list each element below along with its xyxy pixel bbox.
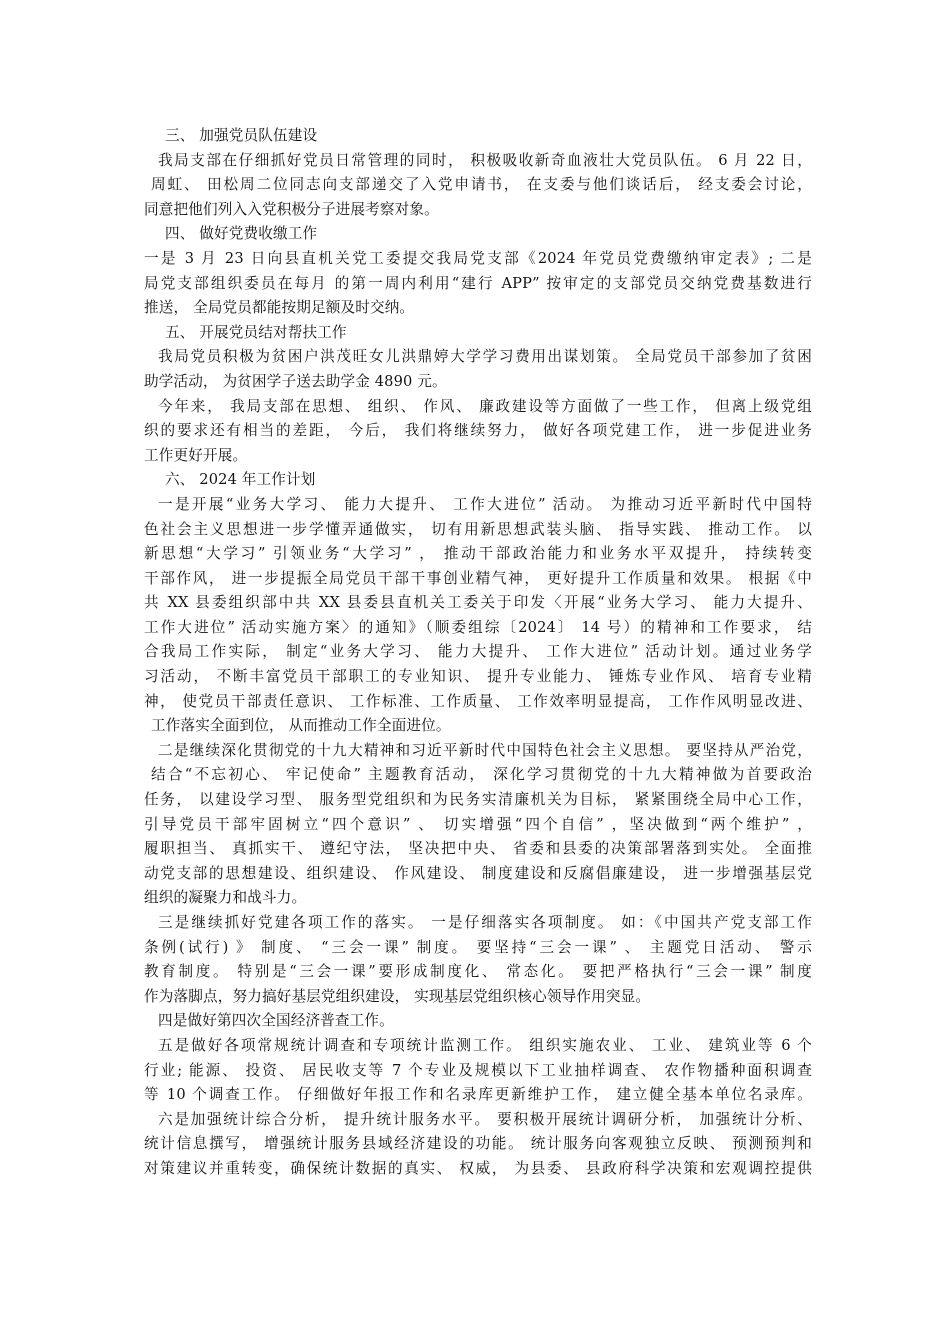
- paragraph-line: 统计信息撰写， 增强统计服务县域经济建设的功能。 统计服务向客观独立反映、 预测预判和: [144, 1135, 812, 1153]
- section-heading: 六、 2024 年工作计划: [165, 471, 316, 489]
- paragraph-line: 干部作风， 进一步提振全局党员干部干事创业精气神， 更好提升工作质量和效果。 根据《中: [144, 569, 812, 587]
- paragraph-line: 同意把他们列入入党积极分子进展考察对象。: [144, 200, 439, 218]
- paragraph-line: 任务， 以建设学习型、 服务型党组织和为民务实清廉机关为目标， 紧紧围绕全局中心工作，: [144, 791, 812, 809]
- paragraph-line: 织的要求还有相当的差距， 今后， 我们将继续努力， 做好各项党建工作， 进一步促进业务: [144, 422, 812, 440]
- paragraph-line: 周虹、 田松周二位同志向支部递交了入党申请书， 在支委与他们谈话后， 经支委会讨论，: [151, 176, 812, 194]
- paragraph-line: 推送， 全局党员都能按期足额及时交纳。: [144, 299, 415, 317]
- paragraph-line: 一是 3 月 23 日向县直机关党工委提交我局党支部《2024 年党员党费缴纳审定表》; 二是: [144, 249, 812, 267]
- section-heading: 四、 做好党费收缴工作: [165, 225, 318, 243]
- paragraph-line: 作为落脚点，努力搞好基层党组织建设， 实现基层党组织核心领导作用突显。: [144, 987, 651, 1005]
- paragraph-line: 动党支部的思想建设、组织建设、 作风建设、 制度建设和反腐倡廉建设， 进一步增强基层党: [144, 864, 812, 882]
- paragraph-line: 组织的凝聚力和战斗力。: [144, 889, 307, 907]
- paragraph-line: 六是加强统计综合分析， 提升统计服务水平。 要积极开展统计调研分析， 加强统计分析、: [158, 1110, 812, 1128]
- paragraph-line: 四是做好第四次全国经济普查工作。: [158, 1012, 394, 1030]
- paragraph-line: 结合“不忘初心、 牢记使命” 主题教育活动， 深化学习贯彻党的十九大精神做为首要政治: [151, 766, 812, 784]
- paragraph-line: 对策建议并重转变，确保统计数据的真实、 权威， 为县委、 县政府科学决策和宏观调控提供: [144, 1159, 812, 1177]
- paragraph-line: 工作大进位” 活动实施方案〉的通知》（顺委组综〔2024〕 14 号）的精神和工作要求， 结: [144, 618, 812, 636]
- section-heading: 三、 加强党员队伍建设: [165, 127, 318, 144]
- paragraph-line: 一是开展“业务大学习、 能力大提升、 工作大进位” 活动。 为推动习近平新时代中国特: [158, 495, 812, 513]
- paragraph-line: 我局党员积极为贫困户洪茂旺女儿洪鼎婷大学学习费用出谋划策。 全局党员干部参加了贫困: [158, 348, 812, 366]
- paragraph-line: 新思想“大学习” 引领业务“大学习” ， 推动干部政治能力和业务水平双提升， 持续转变: [144, 545, 812, 563]
- paragraph-line: 工作更好开展。: [144, 446, 248, 464]
- paragraph-line: 等 10 个调查工作。 仔细做好年报工作和名录库更新维护工作， 建立健全基本单位名录库。: [144, 1086, 812, 1104]
- paragraph-line: 二是继续深化贯彻党的十九大精神和习近平新时代中国特色社会主义思想。 要坚持从严治党，: [158, 741, 812, 759]
- paragraph-line: 引导党员干部牢固树立“四个意识” 、 切实增强“四个自信” ，坚决做到“两个维护” ，: [144, 815, 812, 833]
- paragraph-line: 工作落实全面到位， 从而推动工作全面进位。: [151, 717, 451, 735]
- paragraph-line: 履职担当、 真抓实干、 遵纪守法， 坚决把中央、 省委和县委的决策部署落到实处。 全面推: [144, 840, 812, 858]
- paragraph-line: 条例(试行) 》 制度、 “三会一课” 制度。 要坚持“三会一课” 、 主题党日活动、 警示: [144, 938, 812, 956]
- paragraph-line: 习活动， 不断丰富党员干部职工的专业知识、 提升专业能力、 锤炼专业作风、 培育专业精: [144, 668, 812, 686]
- paragraph-line: 助学活动， 为贫困学子送去助学金 4890 元。: [144, 372, 447, 390]
- paragraph-line: 教育制度。 特别是“三会一课”要形成制度化、 常态化。 要把严格执行“三会一课” 制度: [144, 963, 812, 981]
- document-body: [144, 124, 812, 1182]
- paragraph-line: 神， 使党员干部责任意识、 工作标准、工作质量、 工作效率明显提高， 工作作风明显改进、: [144, 692, 812, 710]
- section-heading: 五、 开展党员结对帮扶工作: [165, 323, 347, 341]
- paragraph-line: 我局支部在仔细抓好党员日常管理的同时， 积极吸收新奇血液壮大党员队伍。 6 月 22 日，: [158, 151, 812, 169]
- paragraph-line: 合我局工作实际， 制定“业务大学习、 能力大提升、 工作大进位” 活动计划。通过业务学: [144, 643, 812, 661]
- paragraph-line: 三是继续抓好党建各项工作的落实。 一是仔细落实各项制度。 如：《中国共产党支部工作: [158, 914, 812, 931]
- paragraph-line: 色社会主义思想进一步学懂弄通做实， 切有用新思想武装头脑、 指导实践、 推动工作。 以: [144, 520, 812, 538]
- paragraph-line: 行业; 能源、 投资、 居民收支等 7 个专业及规模以下工业抽样调查、 农作物播种面积调查: [144, 1061, 812, 1079]
- paragraph-line: 共 XX 县委组织部中共 XX 县委县直机关工委关于印发〈开展“业务大学习、 能力大提升、: [144, 594, 812, 612]
- paragraph-line: 局党支部组织委员在每月 的第一周内利用“建行 APP” 按审定的支部党员交纳党费基数进行: [144, 274, 812, 292]
- paragraph-line: 今年来， 我局支部在思想、 组织、 作风、 廉政建设等方面做了一些工作， 但离上级党组: [158, 397, 812, 415]
- paragraph-line: 五是做好各项常规统计调查和专项统计监测工作。 组织实施农业、 工业、 建筑业等 6 个: [158, 1036, 812, 1054]
